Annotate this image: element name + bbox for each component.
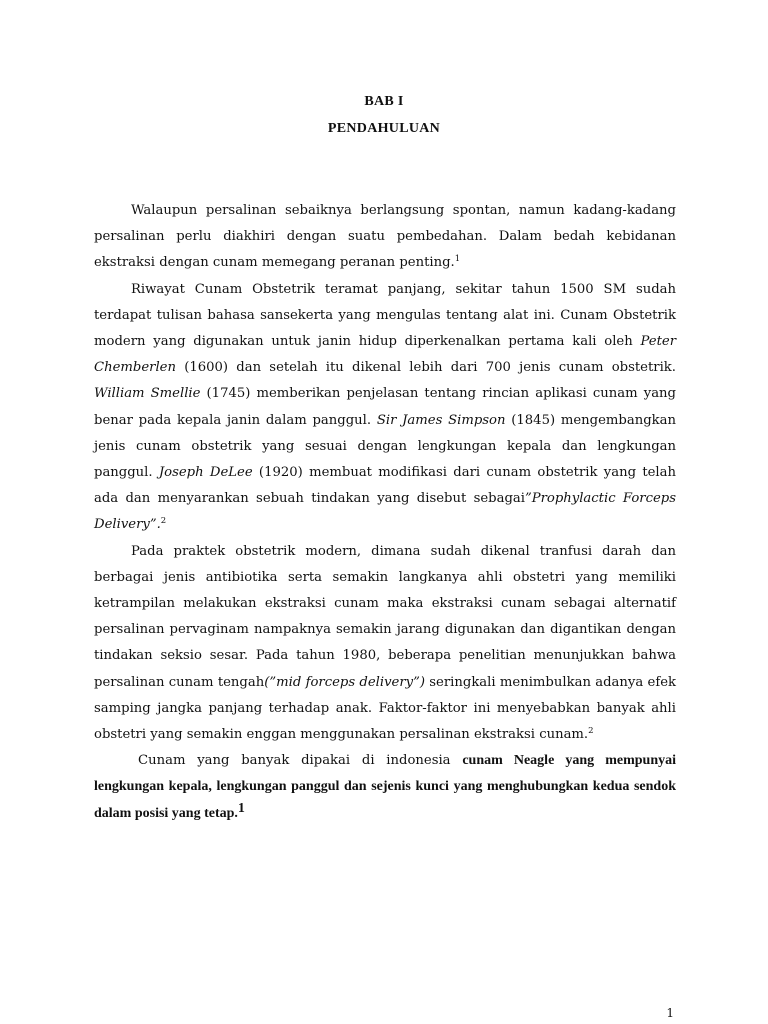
paragraph-text: (1845) mengembangkan jenis cunam obstetrik yang sesuai dengan lengkungan kepala dan lengkungan panggul. (94, 412, 676, 481)
paragraph-text: (1745) memberikan penjelasan tentang rincian aplikasi cunam yang benar pada kepala janin dalam panggul. (94, 386, 676, 428)
footnote-ref: 1 (454, 254, 461, 265)
page-number: 1 (666, 1006, 674, 1020)
italic-name: Peter Chemberlen (94, 334, 676, 376)
footnote-ref: 1 (237, 800, 245, 816)
paragraph-2 (94, 277, 676, 539)
italic-term: (”mid forceps delivery”) (264, 674, 425, 690)
paragraph-text: Walaupun persalinan sebaiknya berlangsung spontan, namun kadang-kadang persalinan perlu diakhiri dengan suatu pembedahan. Dalam bedah kebidanan ekstraksi dengan cunam memegang peranan penting. (94, 203, 676, 271)
italic-term: ”Prophylactic Forceps Delivery”. (94, 491, 676, 533)
paragraph-text: (1600) dan setelah itu dikenal lebih dari 700 jenis cunam obstetrik. (175, 360, 676, 376)
bold-text: cunam Neagle yang mempunyai lengkungan kepala, lengkungan panggul dan sejenis kunci yang menghubungkan kedua sendok dalam posisi yang tetap. (94, 753, 676, 821)
italic-name: Sir James Simpson (376, 412, 506, 428)
chapter-heading: BAB I (364, 94, 404, 109)
italic-name: William Smellie (94, 386, 201, 402)
paragraph-text: (1920) membuat modifikasi dari cunam obstetrik yang telah ada dan menyarankan sebuah tindakan yang disebut sebagai (94, 465, 676, 507)
paragraph-text: seringkali menimbulkan adanya efek samping jangka panjang terhadap anak. Faktor-faktor ini menyebabkan banyak ahli obstetri yang semakin enggan menggunakan persalinan ekstraksi cunam. (94, 674, 676, 743)
italic-name: Joseph DeLee (158, 465, 253, 481)
footnote-ref: 2 (588, 726, 594, 737)
paragraph-text: Riwayat Cunam Obstetrik teramat panjang, sekitar tahun 1500 SM sudah terdapat tulisan bahasa sansekerta yang mengulas tentang alat ini. Cunam Obstetrik modern yang digunakan untuk janin hidup diperkenalkan pertama kali oleh (94, 281, 676, 350)
paragraph-3 (94, 539, 676, 749)
paragraph-text: Pada praktek obstetrik modern, dimana sudah dikenal tranfusi darah dan berbagai jenis antibiotika serta semakin langkanya ahli obstetri yang memiliki ketrampilan melakukan ekstraksi cunam maka ekstraksi cunam sebagai alternatif persalinan pervaginam nampaknya semakin jarang digunakan dan digantikan dengan tindakan seksio sesar. Pada tahun 1980, beberapa penelitian menunjukkan bahwa persalinan cunam tengah (94, 543, 676, 690)
paragraph-text: Cunam yang banyak dipakai di indonesia (138, 753, 463, 769)
chapter-title: PENDAHULUAN (327, 121, 441, 136)
footnote-ref: 2 (160, 516, 167, 527)
paragraph-4 (94, 748, 676, 827)
body-text (94, 198, 676, 827)
paragraph-1 (94, 198, 676, 277)
